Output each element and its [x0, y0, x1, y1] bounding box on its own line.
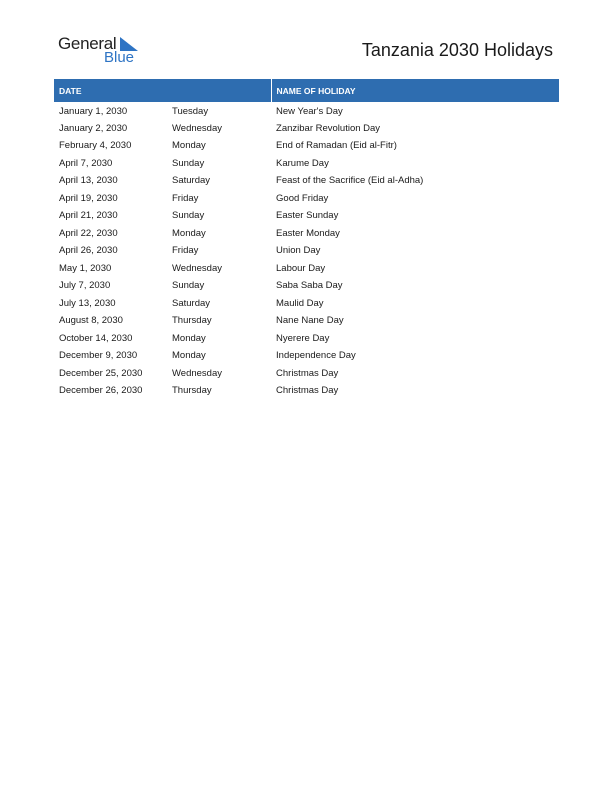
holiday-date: December 9, 2030: [59, 350, 138, 362]
holiday-weekday: Sunday: [172, 157, 205, 169]
holiday-name: Good Friday: [276, 192, 329, 204]
holiday-weekday: Wednesday: [172, 262, 222, 274]
holiday-weekday: Thursday: [172, 315, 212, 327]
holiday-date: April 26, 2030: [59, 245, 118, 257]
holiday-date: December 26, 2030: [59, 385, 143, 397]
holiday-weekday: Sunday: [172, 210, 205, 222]
holiday-date: October 14, 2030: [59, 332, 133, 344]
holiday-weekday: Friday: [172, 192, 199, 204]
generalblue-logo: [58, 34, 148, 68]
page-title: Tanzania 2030 Holidays: [361, 40, 553, 60]
table-row: [54, 382, 559, 400]
holiday-table: [54, 79, 559, 400]
holiday-weekday: Monday: [172, 140, 206, 152]
holiday-date: April 19, 2030: [59, 192, 118, 204]
table-row: [54, 137, 559, 155]
holiday-date: April 22, 2030: [59, 227, 118, 239]
table-row: [54, 277, 559, 295]
holiday-name: Independence Day: [276, 350, 356, 362]
column-header-holiday-name: NAME OF HOLIDAY: [271, 79, 559, 102]
holiday-weekday: Monday: [172, 350, 206, 362]
holiday-name: Easter Sunday: [276, 210, 339, 222]
holiday-name: New Year's Day: [276, 106, 343, 118]
holiday-name: Feast of the Sacrifice (Eid al-Adha): [276, 175, 424, 187]
holiday-name: Maulid Day: [276, 297, 324, 309]
holiday-name: Union Day: [276, 245, 321, 257]
holiday-date: July 7, 2030: [59, 280, 111, 292]
table-row: [54, 190, 559, 208]
holiday-weekday: Monday: [172, 332, 206, 344]
holiday-weekday: Monday: [172, 227, 206, 239]
holiday-date: January 2, 2030: [59, 122, 128, 134]
table-row: [54, 225, 559, 243]
holiday-date: February 4, 2030: [59, 140, 132, 152]
table-row: [54, 172, 559, 190]
holiday-date: April 21, 2030: [59, 210, 118, 222]
holiday-weekday: Saturday: [172, 175, 211, 187]
table-row: [54, 260, 559, 278]
holiday-weekday: Friday: [172, 245, 199, 257]
holiday-name: Karume Day: [276, 157, 329, 169]
holiday-date: December 25, 2030: [59, 367, 143, 379]
holiday-name: Christmas Day: [276, 385, 339, 397]
holiday-weekday: Sunday: [172, 280, 205, 292]
holiday-name: End of Ramadan (Eid al-Fitr): [276, 140, 397, 152]
table-row: [54, 102, 559, 120]
holiday-name: Labour Day: [276, 262, 326, 274]
holiday-weekday: Tuesday: [172, 106, 209, 118]
column-header-date: DATE: [54, 79, 271, 102]
holiday-date: April 13, 2030: [59, 175, 118, 187]
table-row: [54, 295, 559, 313]
table-row: [54, 312, 559, 330]
holiday-name: Nane Nane Day: [276, 315, 344, 327]
holiday-weekday: Thursday: [172, 385, 212, 397]
holiday-date: August 8, 2030: [59, 315, 123, 327]
holiday-date: May 1, 2030: [59, 262, 112, 274]
table-row: [54, 207, 559, 225]
holiday-name: Nyerere Day: [276, 332, 330, 344]
logo-word-general: General: [58, 34, 117, 53]
holiday-date: January 1, 2030: [59, 106, 128, 118]
holiday-date: April 7, 2030: [59, 157, 113, 169]
table-row: [54, 120, 559, 138]
table-row: [54, 155, 559, 173]
table-row: [54, 330, 559, 348]
holiday-name: Zanzibar Revolution Day: [276, 122, 381, 134]
holiday-name: Easter Monday: [276, 227, 340, 239]
table-row: [54, 365, 559, 383]
holiday-date: July 13, 2030: [59, 297, 116, 309]
logo-word-blue: Blue: [104, 49, 135, 66]
holiday-weekday: Wednesday: [172, 122, 222, 134]
table-header-row: [54, 79, 559, 102]
holiday-name: Saba Saba Day: [276, 280, 343, 292]
holiday-weekday: Saturday: [172, 297, 211, 309]
holiday-weekday: Wednesday: [172, 367, 222, 379]
table-row: [54, 347, 559, 365]
table-row: [54, 242, 559, 260]
holiday-name: Christmas Day: [276, 367, 339, 379]
